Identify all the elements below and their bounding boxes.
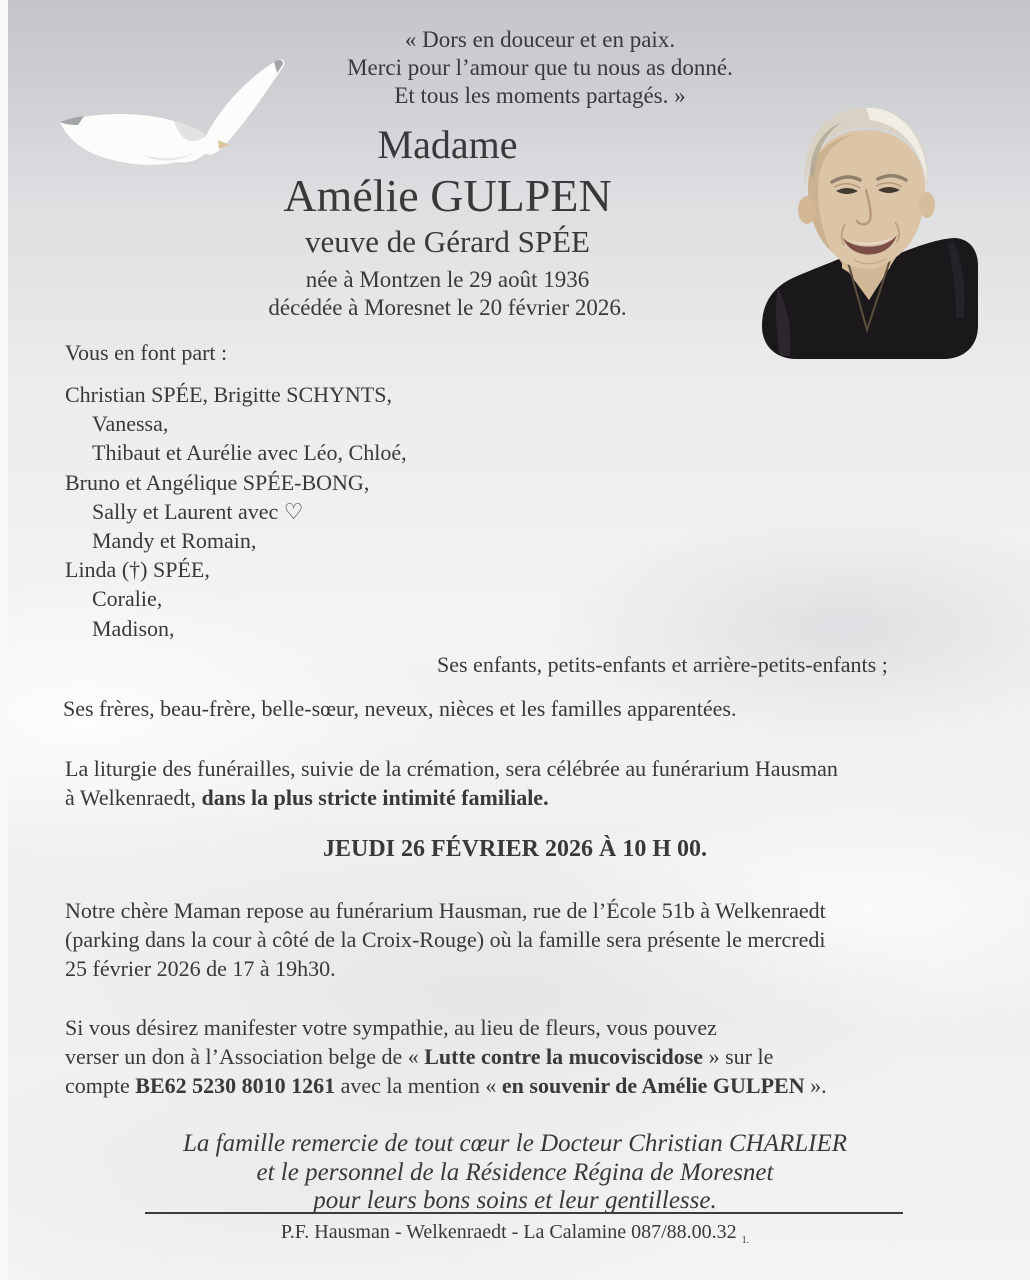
donation-text: verser un don à l’Association belge de « <box>65 1044 425 1069</box>
footer <box>0 1221 1030 1246</box>
thanks-paragraph <box>0 1130 1030 1216</box>
donation-text: avec la mention « <box>335 1073 502 1098</box>
ceremony-paragraph <box>65 754 995 812</box>
family-member: Christian SPÉE, Brigitte SCHYNTS, <box>65 382 392 407</box>
donation-text: compte <box>65 1073 136 1098</box>
family-member: Sally et Laurent avec ♡ <box>92 498 304 524</box>
opening-quote <box>140 26 940 110</box>
repose-text: 25 février 2026 de 17 à 19h30. <box>65 956 336 981</box>
family-list <box>65 380 407 643</box>
quote-line: Et tous les moments partagés. » <box>394 83 686 108</box>
donation-paragraph <box>65 1013 1005 1100</box>
donation-association: Lutte contre la mucoviscidose <box>424 1044 704 1069</box>
repose-paragraph <box>65 896 1005 983</box>
ceremony-emphasis: dans la plus stricte intimité familiale. <box>201 785 549 810</box>
relatives-line: Ses frères, beau-frère, belle-sœur, neveux, nièces et les familles apparentées. <box>63 696 737 721</box>
donation-text: ». <box>804 1073 827 1098</box>
deceased-header <box>90 120 805 322</box>
family-member: Coralie, <box>92 586 163 612</box>
thanks-line: et le personnel de la Résidence Régina de Moresnet <box>256 1158 774 1186</box>
footer-mark: 1. <box>741 1235 750 1246</box>
donation-text: Si vous désirez manifester votre sympathie, au lieu de fleurs, vous pouvez <box>65 1015 717 1040</box>
ceremony-date: JEUDI 26 FÉVRIER 2026 À 10 H 00. <box>322 836 708 862</box>
donation-account-number: BE62 5230 8010 1261 <box>135 1073 336 1098</box>
birth-line: née à Montzen le 29 août 1936 <box>305 267 590 292</box>
death-line: décédée à Moresnet le 20 février 2026. <box>268 295 627 320</box>
thanks-line: La famille remercie de tout cœur le Docteur Christian CHARLIER <box>182 1130 848 1157</box>
thanks-line: pour leurs bons soins et leur gentillesse. <box>313 1187 717 1214</box>
ceremony-text: La liturgie des funérailles, suivie de la crémation, sera célébrée au funérarium Hausman <box>65 756 838 781</box>
funeral-home-line: P.F. Hausman - Welkenraedt - La Calamine 087/88.00.32 <box>280 1221 737 1243</box>
family-member: Linda (†) SPÉE, <box>65 557 210 583</box>
deceased-title: Madame <box>377 122 518 167</box>
quote-line: Merci pour l’amour que tu nous as donné. <box>347 55 733 80</box>
spouse-line: veuve de Gérard SPÉE <box>305 224 590 259</box>
footer-divider <box>145 1212 903 1214</box>
family-member: Thibaut et Aurélie avec Léo, Chloé, <box>92 440 407 466</box>
donation-mention: en souvenir de Amélie GULPEN <box>501 1073 805 1098</box>
quote-line: « Dors en douceur et en paix. <box>404 27 676 52</box>
children-line: Ses enfants, petits-enfants et arrière-petits-enfants ; <box>437 652 888 677</box>
donation-text: » sur le <box>703 1044 774 1069</box>
deceased-name: Amélie GULPEN <box>283 170 612 221</box>
repose-text: (parking dans la cour à côté de la Croix-Rouge) où la famille sera présente le mercredi <box>65 927 826 952</box>
family-member: Vanessa, <box>92 411 169 437</box>
ceremony-text: à Welkenraedt, <box>65 785 202 810</box>
family-member: Mandy et Romain, <box>92 528 257 554</box>
announcement-intro: Vous en font part : <box>65 340 228 365</box>
family-member: Bruno et Angélique SPÉE-BONG, <box>65 469 370 495</box>
scan-edge <box>0 0 8 1280</box>
family-member: Madison, <box>92 615 175 641</box>
repose-text: Notre chère Maman repose au funérarium Hausman, rue de l’École 51b à Welkenraedt <box>65 898 826 923</box>
